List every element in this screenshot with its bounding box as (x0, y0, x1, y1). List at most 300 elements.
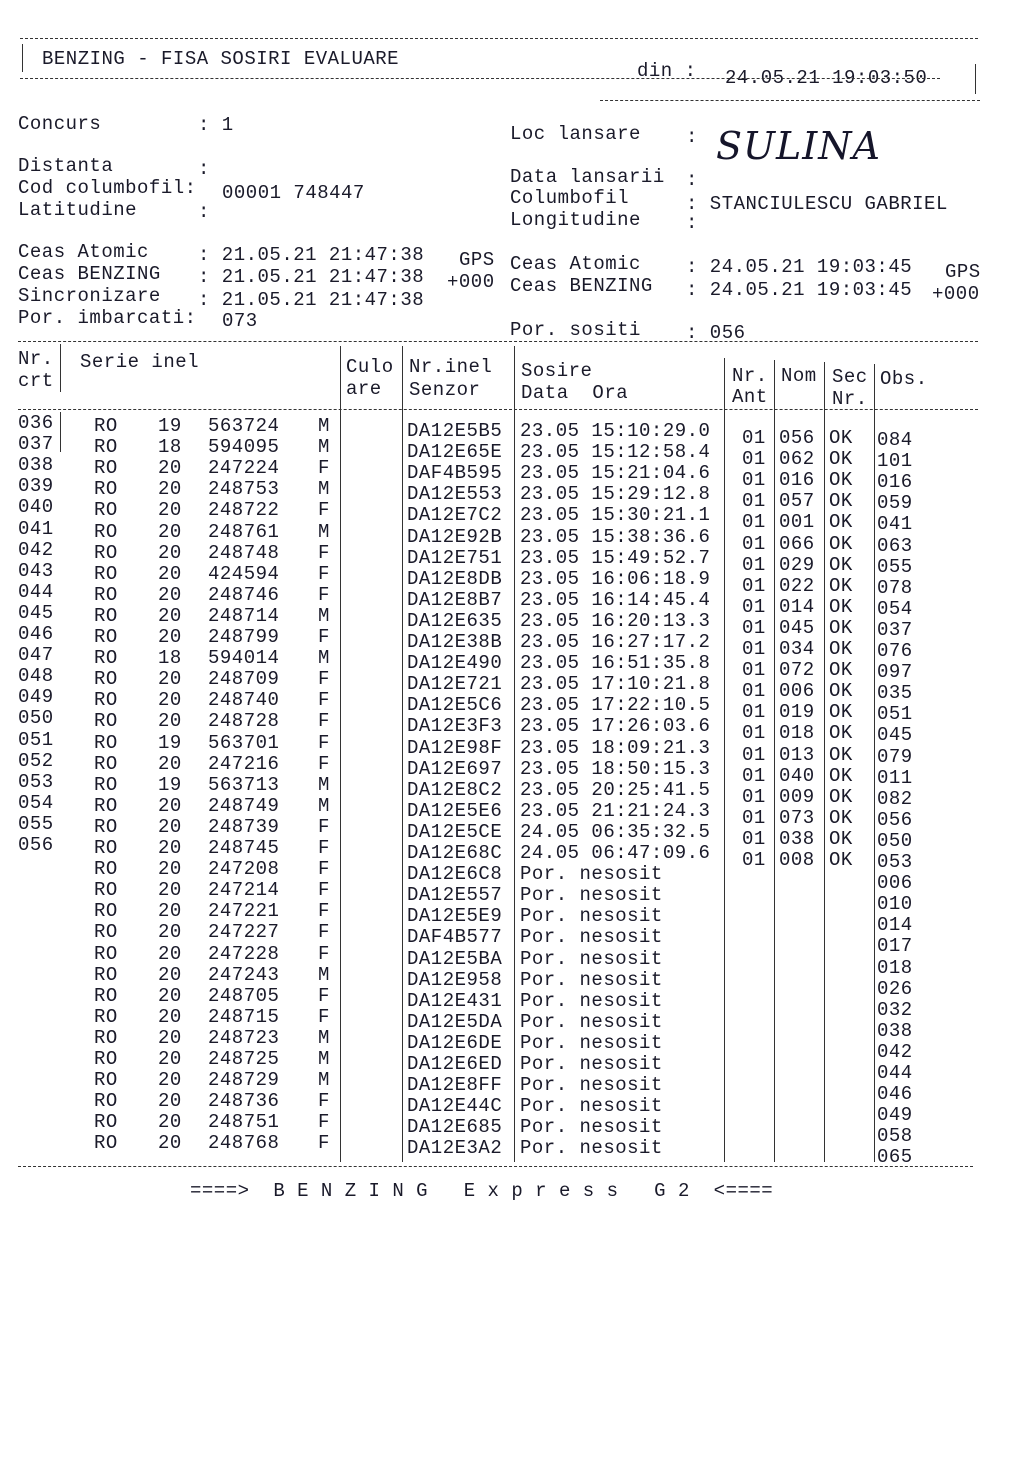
cell-country: RO (94, 541, 118, 564)
cell-year: 19 (158, 731, 182, 754)
columbofil-value: : STANCIULESCU GABRIEL (686, 193, 948, 215)
cell-arrival: 23.05 17:10:21.8 (520, 673, 711, 696)
table-header-bottom-rule (18, 409, 978, 410)
cell-year: 20 (158, 921, 182, 944)
cell-crt: 037 (18, 433, 54, 456)
loc-lansare-colon: : (686, 126, 698, 148)
cell-arrival: Por. nesosit (520, 1031, 663, 1054)
cell-arrival: Por. nesosit (520, 863, 663, 886)
cell-ant: 01 (742, 849, 766, 871)
cell-year: 20 (158, 879, 182, 902)
cell-ring-number: 248715 (208, 1005, 280, 1028)
cell-country: RO (94, 710, 118, 733)
cell-ring-number: 247214 (208, 879, 280, 902)
cell-crt: 038 (18, 454, 54, 477)
cell-arrival: Por. nesosit (520, 1010, 663, 1033)
cell-ant: 01 (742, 427, 766, 449)
cell-nom: 066 (779, 532, 815, 555)
cell-obs: 038 (877, 1019, 913, 1042)
report-title: BENZING - FISA SOSIRI EVALUARE (42, 48, 400, 70)
cell-nom: 013 (779, 743, 815, 766)
cell-sex: M (318, 963, 330, 986)
cell-crt: 049 (18, 686, 54, 709)
cell-sensor: DA12E721 (407, 673, 503, 696)
cell-country: RO (94, 773, 118, 796)
cell-sex: F (318, 1090, 330, 1113)
cell-sensor: DA12E431 (407, 989, 503, 1012)
cell-crt: 041 (18, 517, 54, 540)
cell-sex: M (318, 1069, 330, 1092)
cell-sex: F (318, 562, 330, 585)
cell-ant: 01 (742, 722, 766, 745)
concurs-label: Concurs (18, 113, 102, 135)
cell-nom: 008 (779, 849, 815, 871)
cell-arrival: 23.05 15:10:29.0 (520, 420, 711, 442)
cell-year: 20 (158, 900, 182, 923)
sincronizare-label: Sincronizare (18, 285, 161, 307)
cell-sex: F (318, 689, 330, 712)
cell-sec: OK (829, 511, 853, 534)
header-left-bar (22, 44, 23, 72)
cell-ring-number: 247216 (208, 752, 280, 775)
ceas-atomic-right-value: : 24.05.21 19:03:45 (686, 256, 913, 278)
cell-arrival: 23.05 15:21:04.6 (520, 462, 711, 485)
cell-obs: 011 (877, 766, 913, 789)
cell-year: 18 (158, 647, 182, 670)
latitudine-label: Latitudine (18, 199, 138, 221)
col-serie-header: Serie inel (80, 351, 200, 373)
cell-ring-number: 248749 (208, 794, 280, 817)
cell-arrival: Por. nesosit (520, 1095, 663, 1118)
cell-obs: 049 (877, 1104, 913, 1127)
cell-ring-number: 248709 (208, 668, 280, 691)
cell-ring-number: 248729 (208, 1069, 280, 1092)
cell-sensor: DA12E751 (407, 546, 503, 569)
cell-sec: OK (829, 849, 853, 871)
longitudine-label: Longitudine (510, 209, 641, 231)
cell-year: 20 (158, 604, 182, 627)
cell-crt: 052 (18, 749, 54, 772)
cell-sex: F (318, 1111, 330, 1134)
cell-ring-number: 247227 (208, 921, 280, 944)
cell-crt: 045 (18, 601, 54, 624)
ceas-atomic-right-suffix: GPS (945, 261, 981, 283)
cell-nom: 057 (779, 490, 815, 513)
cell-sensor: DA12E697 (407, 757, 503, 780)
cell-country: RO (94, 562, 118, 585)
cell-crt: 054 (18, 791, 54, 814)
cell-sex: F (318, 837, 330, 859)
cell-year: 18 (158, 436, 182, 459)
header-bottom-rule (600, 100, 980, 101)
cell-country: RO (94, 626, 118, 648)
cell-obs: 035 (877, 682, 913, 705)
cell-obs: 059 (877, 492, 913, 515)
cell-ant: 01 (742, 785, 766, 808)
cell-arrival: 23.05 20:25:41.5 (520, 778, 711, 801)
cell-arrival: Por. nesosit (520, 1053, 663, 1075)
cell-country: RO (94, 583, 118, 606)
cell-ant: 01 (742, 553, 766, 576)
cell-arrival: 24.05 06:47:09.6 (520, 842, 711, 864)
cell-arrival: 23.05 16:14:45.4 (520, 588, 711, 611)
cell-nom: 040 (779, 764, 815, 787)
cell-year: 19 (158, 415, 182, 437)
table-bottom-rule (18, 1166, 973, 1167)
cell-country: RO (94, 499, 118, 522)
cell-sex: M (318, 1048, 330, 1070)
cell-year: 20 (158, 815, 182, 838)
cell-ring-number: 248753 (208, 478, 280, 501)
cell-crt: 042 (18, 538, 54, 561)
cell-ring-number: 563713 (208, 773, 280, 796)
cell-sensor: DA12E6DE (407, 1031, 503, 1054)
report-date-value: 24.05.21 19:03:50 (725, 67, 928, 89)
cell-country: RO (94, 415, 118, 437)
cell-year: 19 (158, 773, 182, 796)
cell-obs: 014 (877, 914, 913, 937)
cell-crt: 055 (18, 812, 54, 835)
cell-sensor: DA12E8C2 (407, 778, 503, 801)
cell-nom: 073 (779, 806, 815, 829)
cell-sensor: DA12E685 (407, 1116, 503, 1139)
sincronizare-value: : 21.05.21 21:47:38 (198, 289, 425, 311)
cell-crt: 056 (18, 834, 54, 856)
cell-nom: 019 (779, 701, 815, 724)
cell-ant: 01 (742, 659, 766, 682)
cell-obs: 058 (877, 1125, 913, 1148)
cell-arrival: Por. nesosit (520, 905, 663, 928)
cell-arrival: 23.05 21:21:24.3 (520, 799, 711, 822)
cell-sec: OK (829, 448, 853, 471)
cell-nom: 022 (779, 574, 815, 597)
cell-obs: 051 (877, 703, 913, 726)
latitudine-value: : (198, 201, 210, 223)
cell-sensor: DA12E8B7 (407, 588, 503, 611)
cell-sensor: DA12E6C8 (407, 863, 503, 886)
cell-country: RO (94, 921, 118, 944)
cell-year: 20 (158, 1048, 182, 1070)
cell-year: 20 (158, 520, 182, 543)
cell-ring-number: 563724 (208, 415, 280, 437)
cell-ant: 01 (742, 806, 766, 829)
cell-sensor: DA12E5BA (407, 947, 503, 970)
cell-nom: 014 (779, 595, 815, 618)
sositi-label: Por. sositi (510, 319, 641, 341)
cell-ant: 01 (742, 680, 766, 703)
cell-obs: 050 (877, 829, 913, 852)
cell-year: 20 (158, 626, 182, 648)
cell-crt: 039 (18, 475, 54, 498)
cell-country: RO (94, 1111, 118, 1134)
cell-sex: F (318, 900, 330, 923)
sositi-value: : 056 (686, 322, 746, 344)
col-are-header: are (346, 378, 382, 400)
col-sec-nr-header: Nr. (832, 388, 868, 410)
cell-country: RO (94, 963, 118, 986)
cell-crt: 044 (18, 580, 54, 603)
cell-crt: 051 (18, 728, 54, 751)
cell-country: RO (94, 436, 118, 459)
ceas-atomic-suffix: GPS (459, 249, 495, 271)
cell-year: 20 (158, 668, 182, 691)
cell-nom: 016 (779, 469, 815, 492)
cell-country: RO (94, 478, 118, 501)
cell-sensor: DA12E490 (407, 652, 503, 675)
col-nr-header: Nr. (18, 348, 54, 370)
data-lansarii-colon: : (686, 169, 698, 191)
cell-sec: OK (829, 490, 853, 513)
cell-sensor: DA12E38B (407, 631, 503, 653)
cell-obs: 101 (877, 450, 913, 473)
table-row (0, 1129, 1024, 1169)
cell-ring-number: 248714 (208, 604, 280, 627)
cell-year: 20 (158, 689, 182, 712)
cell-arrival: 23.05 15:12:58.4 (520, 441, 711, 464)
cell-year: 20 (158, 710, 182, 733)
cell-obs: 017 (877, 935, 913, 958)
cell-sex: F (318, 731, 330, 754)
cell-country: RO (94, 1026, 118, 1049)
cell-ring-number: 248725 (208, 1048, 280, 1070)
columbofil-label: Columbofil (510, 187, 630, 209)
cell-ring-number: 594014 (208, 647, 280, 670)
col-data-ora-header: Data Ora (521, 382, 629, 404)
cell-sec: OK (829, 680, 853, 703)
cell-ring-number: 594095 (208, 436, 280, 459)
cell-arrival: Por. nesosit (520, 926, 663, 949)
cell-ring-number: 247224 (208, 457, 280, 480)
cell-crt: 050 (18, 707, 54, 730)
cell-sex: M (318, 415, 330, 437)
cell-sec: OK (829, 806, 853, 829)
cell-year: 20 (158, 1069, 182, 1092)
ceas-benzing-right-value: : 24.05.21 19:03:45 (686, 279, 913, 301)
cell-country: RO (94, 984, 118, 1007)
cell-sex: M (318, 478, 330, 501)
cell-sensor: DA12E557 (407, 884, 503, 907)
cod-columbofil-value: 00001 748447 (222, 182, 365, 204)
cell-obs: 084 (877, 429, 913, 451)
cell-sensor: DA12E635 (407, 609, 503, 632)
cell-arrival: 23.05 17:22:10.5 (520, 694, 711, 717)
cell-ant: 01 (742, 532, 766, 555)
cell-sensor: DA12E5E6 (407, 799, 503, 822)
cell-sex: M (318, 773, 330, 796)
cell-nom: 034 (779, 638, 815, 660)
longitudine-colon: : (686, 212, 698, 234)
cell-ring-number: 248728 (208, 710, 280, 733)
cell-sex: M (318, 647, 330, 670)
cell-arrival: 23.05 15:30:21.1 (520, 504, 711, 527)
cell-year: 20 (158, 1132, 182, 1155)
cell-ring-number: 248746 (208, 583, 280, 606)
cell-ring-number: 248751 (208, 1111, 280, 1134)
cell-country: RO (94, 837, 118, 859)
cell-crt: 043 (18, 559, 54, 582)
cell-country: RO (94, 1005, 118, 1028)
cell-country: RO (94, 879, 118, 902)
cell-arrival: 23.05 16:20:13.3 (520, 609, 711, 632)
cell-sex: F (318, 1132, 330, 1155)
cell-crt: 047 (18, 644, 54, 667)
cell-ring-number: 247243 (208, 963, 280, 986)
cell-year: 20 (158, 1026, 182, 1049)
cell-sex: F (318, 942, 330, 965)
cell-sensor: DA12E3A2 (407, 1137, 503, 1160)
cell-obs: 016 (877, 471, 913, 494)
cell-sec: OK (829, 827, 853, 850)
cell-obs: 026 (877, 977, 913, 1000)
cell-year: 20 (158, 1005, 182, 1028)
cell-obs: 055 (877, 555, 913, 578)
cell-obs: 037 (877, 618, 913, 641)
cell-sensor: DA12E68C (407, 842, 503, 864)
cell-nom: 006 (779, 680, 815, 703)
cell-sensor: DA12E44C (407, 1095, 503, 1118)
cell-nom: 001 (779, 511, 815, 534)
cell-obs: 082 (877, 787, 913, 810)
cell-sensor: DA12E8DB (407, 567, 503, 590)
cell-sensor: DA12E5DA (407, 1010, 503, 1033)
cell-obs: 054 (877, 597, 913, 620)
cell-year: 20 (158, 541, 182, 564)
cell-sec: OK (829, 701, 853, 724)
cell-ring-number: 247208 (208, 858, 280, 881)
cell-obs: 042 (877, 1040, 913, 1063)
cell-country: RO (94, 668, 118, 691)
cell-sec: OK (829, 595, 853, 618)
cell-country: RO (94, 752, 118, 775)
cell-ant: 01 (742, 574, 766, 597)
cell-country: RO (94, 1069, 118, 1092)
cell-sensor: DA12E65E (407, 441, 503, 464)
cell-sex: F (318, 541, 330, 564)
col-sec-header: Sec (832, 366, 868, 388)
cell-obs: 065 (877, 1146, 913, 1169)
loc-lansare-label: Loc lansare (510, 123, 641, 145)
cell-sex: F (318, 583, 330, 606)
cell-country: RO (94, 1090, 118, 1113)
ceas-benzing-suffix: +000 (447, 271, 495, 293)
cell-arrival: 23.05 18:50:15.3 (520, 757, 711, 780)
cell-year: 20 (158, 942, 182, 965)
cell-sex: F (318, 752, 330, 775)
cell-ring-number: 248745 (208, 837, 280, 859)
cell-sex: F (318, 984, 330, 1007)
cell-sex: F (318, 879, 330, 902)
ceas-atomic-value: : 21.05.21 21:47:38 (198, 244, 425, 266)
imbarcati-value: 073 (222, 310, 258, 332)
cell-arrival: 23.05 17:26:03.6 (520, 715, 711, 738)
cell-sensor: DA12E5CE (407, 820, 503, 843)
cell-ant: 01 (742, 701, 766, 724)
ceas-atomic-right-label: Ceas Atomic (510, 253, 641, 275)
cell-country: RO (94, 604, 118, 627)
cell-ant: 01 (742, 764, 766, 787)
cell-ring-number: 563701 (208, 731, 280, 754)
cell-nom: 029 (779, 553, 815, 576)
cell-obs: 044 (877, 1062, 913, 1084)
col-obs-header: Obs. (880, 368, 928, 390)
cell-sec: OK (829, 764, 853, 787)
cell-sex: M (318, 436, 330, 459)
cell-country: RO (94, 1132, 118, 1155)
cell-sex: F (318, 858, 330, 881)
cell-obs: 097 (877, 661, 913, 684)
cell-ant: 01 (742, 595, 766, 618)
cell-sex: M (318, 604, 330, 627)
cell-sex: F (318, 668, 330, 691)
cell-nom: 038 (779, 827, 815, 850)
imbarcati-label: Por. imbarcati: (18, 307, 197, 329)
cell-obs: 032 (877, 998, 913, 1021)
cell-arrival: Por. nesosit (520, 1116, 663, 1139)
cell-ring-number: 248799 (208, 626, 280, 648)
cell-obs: 046 (877, 1083, 913, 1106)
col-nom-header: Nom (781, 365, 817, 387)
cell-year: 20 (158, 562, 182, 585)
cell-year: 20 (158, 858, 182, 881)
cell-sensor: DA12E553 (407, 483, 503, 506)
header-mid-rule (20, 78, 940, 79)
cell-arrival: 23.05 15:38:36.6 (520, 525, 711, 548)
cell-obs: 010 (877, 893, 913, 916)
cell-obs: 063 (877, 534, 913, 557)
cell-arrival: 23.05 15:29:12.8 (520, 483, 711, 506)
cell-ring-number: 248768 (208, 1132, 280, 1155)
cell-country: RO (94, 647, 118, 670)
cell-ring-number: 247221 (208, 900, 280, 923)
cell-sec: OK (829, 722, 853, 745)
ceas-benzing-right-suffix: +000 (932, 283, 980, 305)
cell-country: RO (94, 900, 118, 923)
cell-ring-number: 248761 (208, 520, 280, 543)
cell-ant: 01 (742, 743, 766, 766)
cell-ring-number: 424594 (208, 562, 280, 585)
cell-year: 20 (158, 752, 182, 775)
cell-obs: 041 (877, 513, 913, 536)
cell-year: 20 (158, 984, 182, 1007)
cell-obs: 076 (877, 640, 913, 662)
concurs-value: : 1 (198, 114, 234, 136)
cell-arrival: 23.05 15:49:52.7 (520, 546, 711, 569)
cell-sensor: DA12E958 (407, 968, 503, 991)
cell-year: 20 (158, 499, 182, 522)
cell-sec: OK (829, 427, 853, 449)
cell-sec: OK (829, 743, 853, 766)
cell-nom: 009 (779, 785, 815, 808)
cell-nom: 062 (779, 448, 815, 471)
cell-year: 20 (158, 1090, 182, 1113)
cell-sex: F (318, 710, 330, 733)
cell-sex: F (318, 499, 330, 522)
cell-sensor: DA12E92B (407, 525, 503, 548)
cell-sensor: DA12E3F3 (407, 715, 503, 738)
cell-ant: 01 (742, 638, 766, 660)
cell-ant: 01 (742, 490, 766, 513)
cell-sensor: DAF4B595 (407, 462, 503, 485)
cell-nom: 056 (779, 427, 815, 449)
col-sosire-header: Sosire (521, 360, 593, 382)
cell-country: RO (94, 942, 118, 965)
cell-country: RO (94, 731, 118, 754)
col-nrinel-header: Nr.inel (409, 356, 493, 378)
cell-sec: OK (829, 574, 853, 597)
cell-crt: 048 (18, 665, 54, 688)
cell-arrival: Por. nesosit (520, 989, 663, 1012)
header-right-bar (975, 64, 976, 94)
